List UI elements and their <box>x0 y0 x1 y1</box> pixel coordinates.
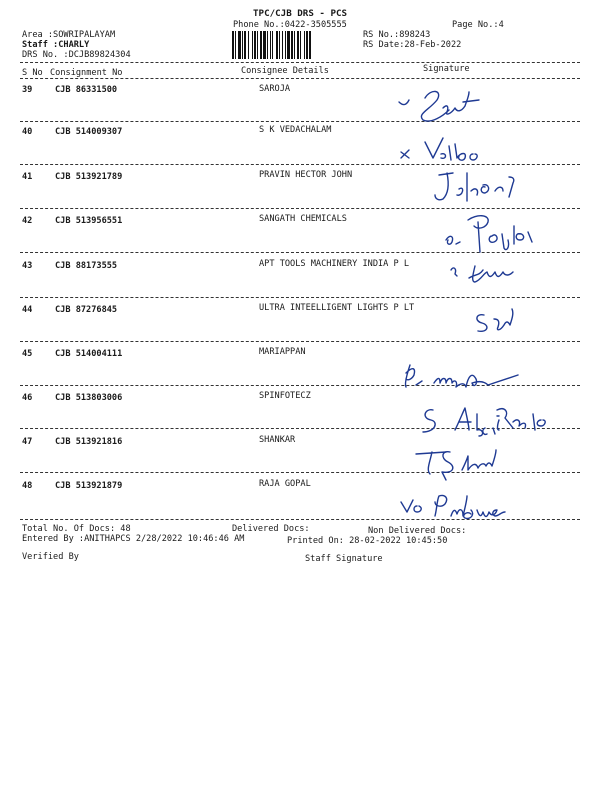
delivered-docs: Delivered Docs: <box>232 524 310 534</box>
phone-number: Phone No.:0422-3505555 <box>233 20 347 30</box>
row-divider <box>20 121 580 122</box>
row-sno: 39 <box>22 85 33 95</box>
row-consignment: CJB 514004111 <box>55 349 123 359</box>
row-consignee: SAROJA <box>259 84 291 94</box>
row-sno: 44 <box>22 305 33 315</box>
row-sno: 43 <box>22 261 33 271</box>
staff-signature-label: Staff Signature <box>305 554 383 564</box>
row-sno: 47 <box>22 437 33 447</box>
row-consignment: CJB 513956551 <box>55 216 123 226</box>
row-consignment: CJB 513921816 <box>55 437 123 447</box>
signature-row-45 <box>400 355 560 395</box>
row-consignee: ULTRA INTEELLIGENT LIGHTS P LT <box>259 303 415 313</box>
row-sno: 40 <box>22 127 33 137</box>
column-header-signature: Signature <box>423 64 470 74</box>
header-divider <box>20 62 580 63</box>
row-consignment: CJB 86331500 <box>55 85 118 95</box>
row-sno: 45 <box>22 349 33 359</box>
signature-row-40 <box>395 132 495 168</box>
area-label: Area :SOWRIPALAYAM <box>22 30 116 40</box>
printed-on: Printed On: 28-02-2022 10:45:50 <box>287 536 448 546</box>
signature-row-47 <box>410 444 520 484</box>
staff-label: Staff :CHARLY <box>22 40 90 50</box>
signature-row-43 <box>445 256 530 288</box>
row-sno: 46 <box>22 393 33 403</box>
row-consignee: APT TOOLS MACHINERY INDIA P L <box>259 259 410 269</box>
column-header-consignee: Consignee Details <box>241 66 329 76</box>
row-sno: 41 <box>22 172 33 182</box>
row-consignee: SANGATH CHEMICALS <box>259 214 347 224</box>
signature-row-39 <box>395 80 495 122</box>
row-consignee: RAJA GOPAL <box>259 479 311 489</box>
signature-row-46 <box>415 398 555 440</box>
signature-row-48 <box>395 488 530 526</box>
non-delivered-docs: Non Delivered Docs: <box>368 526 467 536</box>
total-docs: Total No. Of Docs: 48 <box>22 524 131 534</box>
verified-by-label: Verified By <box>22 552 79 562</box>
row-consignee: SHANKAR <box>259 435 296 445</box>
row-consignee: MARIAPPAN <box>259 347 306 357</box>
row-sno: 42 <box>22 216 33 226</box>
row-consignment: CJB 88173555 <box>55 261 118 271</box>
document-title: TPC/CJB DRS - PCS <box>253 8 348 19</box>
row-divider <box>20 341 580 342</box>
drs-number: DRS No. :DCJB89824304 <box>22 50 131 60</box>
row-divider <box>20 297 580 298</box>
signature-row-42 <box>440 210 540 255</box>
row-consignment: CJB 513803006 <box>55 393 123 403</box>
column-header-sno: S No <box>22 68 43 78</box>
row-consignment: CJB 514009307 <box>55 127 123 137</box>
row-sno: 48 <box>22 481 33 491</box>
rs-date: RS Date:28-Feb-2022 <box>363 40 462 50</box>
row-consignment: CJB 87276845 <box>55 305 118 315</box>
column-header-consignment: Consignment No <box>50 68 123 78</box>
signature-row-41 <box>425 165 530 207</box>
row-consignee: S K VEDACHALAM <box>259 125 332 135</box>
column-header-divider <box>20 78 580 79</box>
row-consignee: PRAVIN HECTOR JOHN <box>259 170 353 180</box>
row-consignment: CJB 513921789 <box>55 172 123 182</box>
row-consignment: CJB 513921879 <box>55 481 123 491</box>
row-divider <box>20 208 580 209</box>
page-number: Page No.:4 <box>452 20 504 30</box>
row-consignee: SPINFOTECZ <box>259 391 311 401</box>
barcode-icon <box>231 31 358 59</box>
entered-by: Entered By :ANITHAPCS 2/28/2022 10:46:46 AM <box>22 534 245 544</box>
signature-row-44 <box>470 305 525 335</box>
rs-number: RS No.:898243 <box>363 30 431 40</box>
